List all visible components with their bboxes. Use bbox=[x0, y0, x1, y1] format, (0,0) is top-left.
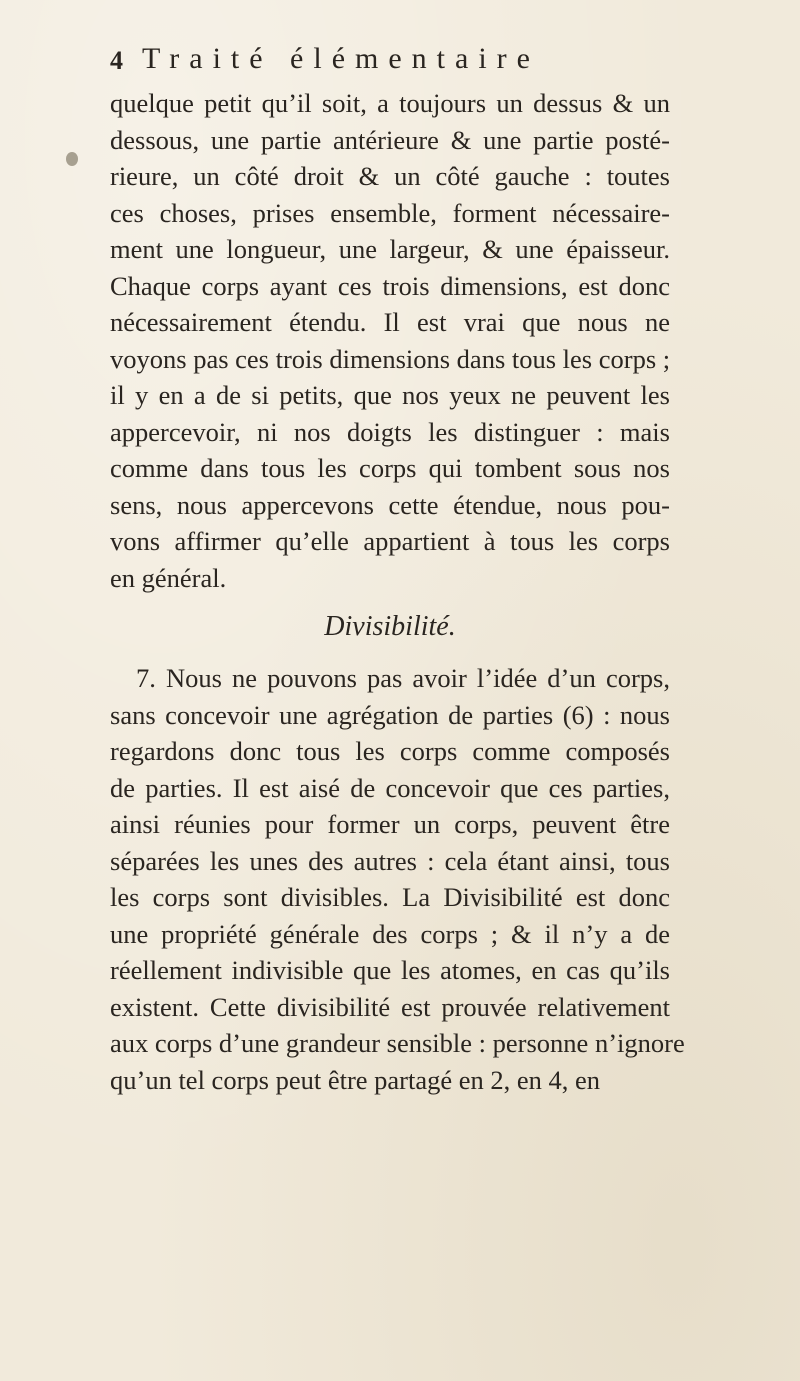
text-line: 7. Nous ne pouvons pas avoir l’idée d’un corps, bbox=[136, 663, 670, 693]
text-line: qu’un tel corps peut être partagé en 2, en 4, en bbox=[110, 1064, 601, 1095]
text-line: sans concevoir une agrégation de parties (6) : nous bbox=[110, 699, 670, 730]
running-title: Traité élémentaire bbox=[142, 42, 540, 75]
text-line: vons affirmer qu’elle appartient à tous les corps bbox=[110, 526, 670, 556]
text-line: séparées les unes des autres : cela étant ainsi, tous bbox=[110, 845, 670, 876]
text-line: existent. Cette divisibilité est prouvée relativement bbox=[110, 991, 670, 1022]
text-line: il y en a de si petits, que nos yeux ne peuvent les bbox=[110, 380, 670, 410]
text-line: les corps sont divisibles. La Divisibilité est donc bbox=[110, 882, 670, 912]
text-line: réellement indivisible que les atomes, en cas qu’ils bbox=[110, 955, 670, 985]
text-line: ces choses, prises ensemble, forment nécessaire- bbox=[110, 197, 670, 228]
text-line: en général. bbox=[110, 562, 227, 593]
paragraph-1 bbox=[110, 85, 670, 596]
body-text bbox=[110, 85, 685, 1098]
text-line: ainsi réunies pour former un corps, peuvent être bbox=[110, 809, 670, 839]
text-line: aux corps d’une grandeur sensible : personne n’ignore bbox=[110, 1028, 685, 1058]
text-line: regardons donc tous les corps comme composés bbox=[110, 736, 670, 766]
page-number: 4 bbox=[110, 46, 123, 75]
paragraph-2 bbox=[110, 660, 685, 1098]
text-line: dessous, une partie antérieure & une partie posté- bbox=[110, 124, 670, 155]
text-line: rieure, un côté droit & un côté gauche : toutes bbox=[110, 161, 670, 191]
section-heading: Divisibilité. bbox=[324, 611, 456, 642]
text-line: nécessairement étendu. Il est vrai que nous ne bbox=[110, 307, 670, 337]
text-line: une propriété générale des corps ; & il n’y a de bbox=[110, 918, 670, 949]
text-line: appercevoir, ni nos doigts les distinguer : mais bbox=[110, 416, 670, 447]
ink-stain bbox=[66, 152, 78, 166]
text-line: ment une longueur, une largeur, & une épaisseur. bbox=[110, 234, 670, 264]
text-line: comme dans tous les corps qui tombent sous nos bbox=[110, 453, 670, 483]
text-line: de parties. Il est aisé de concevoir que ces parties, bbox=[110, 772, 670, 803]
running-head bbox=[110, 42, 710, 82]
text-line: sens, nous appercevons cette étendue, nous pou- bbox=[110, 489, 670, 520]
text-line: voyons pas ces trois dimensions dans tous les corps ; bbox=[110, 343, 671, 374]
text-line: Chaque corps ayant ces trois dimensions, est donc bbox=[110, 270, 670, 301]
text-line: quelque petit qu’il soit, a toujours un dessus & un bbox=[110, 88, 670, 118]
